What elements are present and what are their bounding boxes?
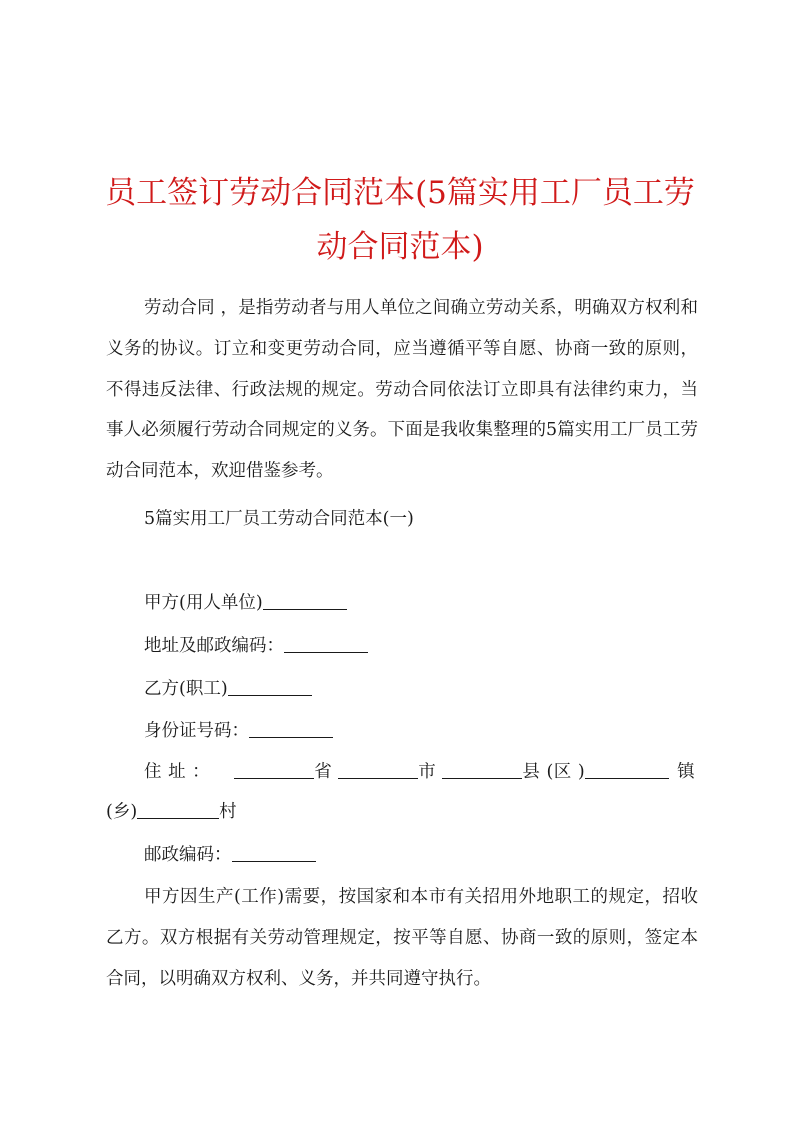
township-label: (乡)	[106, 802, 138, 822]
postcode-field	[144, 840, 316, 870]
township-village-field	[106, 797, 237, 827]
intro-paragraph: 劳动合同 ，是指劳动者与用人单位之间确立劳动关系，明确双方权利和义务的协议。订立和变更劳动合同，应当遵循平等自愿、协商一致的原则，不得违反法律、行政法规的规定。劳动合同依法订立即具有法律约束力，当事人必须履行劳动合同规定的义务。下面是我收集整理的5篇实用工厂员工劳动合同范本，欢迎借鉴参考。	[106, 298, 698, 482]
town-blank	[585, 760, 669, 779]
party-a-blank	[263, 591, 347, 610]
section-heading: 5篇实用工厂员工劳动合同范本(一)	[144, 509, 414, 529]
town-label: 镇	[677, 762, 696, 782]
closing-paragraph: 甲方因生产(工作)需要，按国家和本市有关招用外地职工的规定，招收乙方。双方根据有关劳动管理规定，按平等自愿、协商一致的原则，签定本合同，以明确双方权利、义务，并共同遵守执行。	[106, 887, 698, 989]
address-postcode-field	[144, 631, 368, 661]
village-label: 村	[219, 802, 237, 822]
id-number-blank	[249, 719, 333, 738]
party-b-field	[144, 674, 312, 704]
party-a-label: 甲方(用人单位)	[144, 593, 263, 613]
address-postcode-label: 地址及邮政编码：	[144, 636, 284, 656]
postcode-blank	[232, 843, 316, 862]
id-number-field	[144, 716, 333, 746]
township-blank	[137, 800, 219, 819]
party-a-field	[144, 588, 347, 618]
province-blank	[234, 760, 314, 779]
residence-field	[144, 757, 695, 787]
postcode-label: 邮政编码：	[144, 845, 232, 865]
address-postcode-blank	[284, 634, 368, 653]
document-title: 员工签订劳动合同范本(5篇实用工厂员工劳动合同范本)	[105, 175, 695, 265]
party-b-label: 乙方(职工)	[144, 679, 228, 699]
province-label: 省	[314, 762, 333, 782]
county-label: 县 (区 )	[522, 762, 586, 782]
city-blank	[338, 760, 418, 779]
city-label: 市	[418, 762, 437, 782]
county-blank	[442, 760, 522, 779]
residence-label: 住 址 ：	[144, 762, 211, 782]
party-b-blank	[228, 677, 312, 696]
id-number-label: 身份证号码：	[144, 721, 249, 741]
